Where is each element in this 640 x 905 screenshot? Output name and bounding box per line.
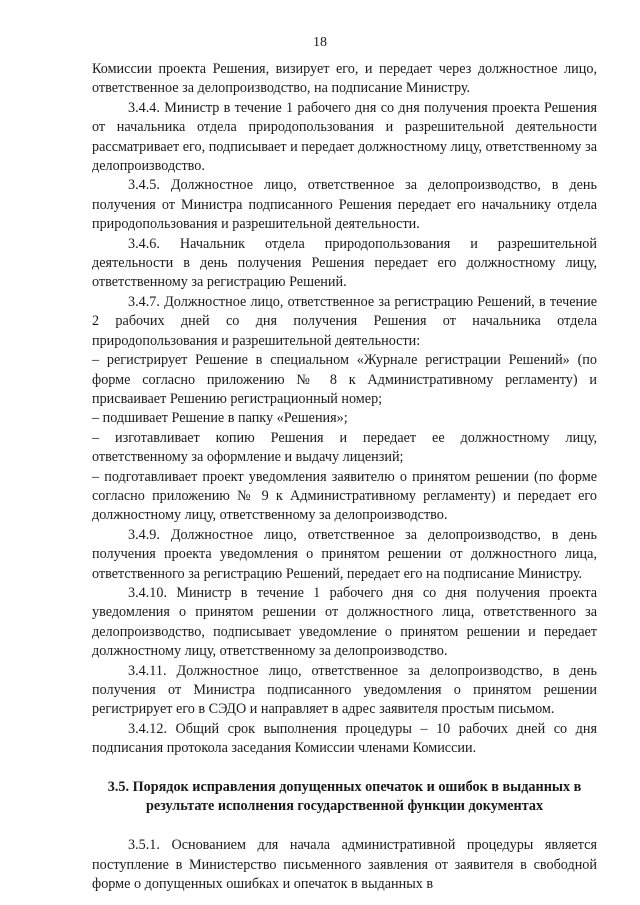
paragraph: – подшивает Решение в папку «Решения»;	[92, 410, 348, 427]
paragraph: 3.4.7. Должностное лицо, ответственное за регистрацию Решений, в течение 2 рабочих дней со дня получения Решения от начальника отдела природопользования и разрешительной деятельности:	[92, 293, 597, 349]
section-heading: 3.5. Порядок исправления допущенных опечаток и ошибок в выданных в результате исполнения государственной функции документах	[107, 778, 582, 815]
paragraph: 3.4.4. Министр в течение 1 рабочего дня со дня получения проекта Решения от начальника отдела природопользования и разрешительной деятельности рассматривает его, подписывает и передает должностному лицу, ответственному за делопроизводство.	[92, 99, 597, 175]
paragraph: 3.5.1. Основанием для начала административной процедуры является поступление в Министерство письменного заявления от заявителя в свободной форме о допущенных ошибках и опечаток в выданных в	[92, 837, 597, 893]
page-content	[92, 60, 597, 895]
paragraph: 3.4.5. Должностное лицо, ответственное за делопроизводство, в день получения от Министра подписанного Решения передает его начальнику отдела природопользования и разрешительной деятельности.	[92, 177, 597, 233]
paragraph: – изготавливает копию Решения и передает ее должностному лицу, ответственному за оформление и выдачу лицензий;	[92, 429, 597, 466]
paragraph: 3.4.12. Общий срок выполнения процедуры – 10 рабочих дней со дня подписания протокола заседания Комиссии членами Комиссии.	[92, 720, 597, 757]
paragraphs-bottom	[92, 836, 597, 894]
paragraph: 3.4.10. Министр в течение 1 рабочего дня со дня получения проекта уведомления о принятом решении от должностного лица, ответственного за делопроизводство, подписывает уведомление о принятом решении и передает должностному лицу, ответственному за делопроизводство.	[92, 584, 597, 660]
paragraph: – подготавливает проект уведомления заявителю о принятом решении (по форме согласно приложению № 9 к Административному регламенту) и передает его должностному лицу, ответственному за делопроизводство.	[92, 468, 597, 524]
paragraph: 3.4.11. Должностное лицо, ответственное за делопроизводство, в день получения от Министра подписанного уведомления о принятом решении регистрирует его в СЭДО и направляет в адрес заявителя простым письмом.	[92, 662, 597, 718]
paragraph: 3.4.9. Должностное лицо, ответственное за делопроизводство, в день получения проекта уведомления о принятом решении от должностного лица, ответственного за регистрацию Решений, передает его на подписание Министру.	[92, 526, 597, 582]
paragraph: Комиссии проекта Решения, визирует его, и передает через должностное лицо, ответственное за делопроизводство, на подписание Министру.	[92, 61, 597, 97]
paragraph: 3.4.6. Начальник отдела природопользования и разрешительной деятельности в день получения Решения передает его должностному лицу, ответственному за регистрацию Решений.	[92, 235, 597, 291]
page-number: 18	[313, 35, 327, 50]
paragraphs-top	[92, 60, 597, 759]
paragraph: – регистрирует Решение в специальном «Журнале регистрации Решений» (по форме согласно приложению № 8 к Административному регламенту) и присваивает Решению регистрационный номер;	[92, 352, 597, 407]
